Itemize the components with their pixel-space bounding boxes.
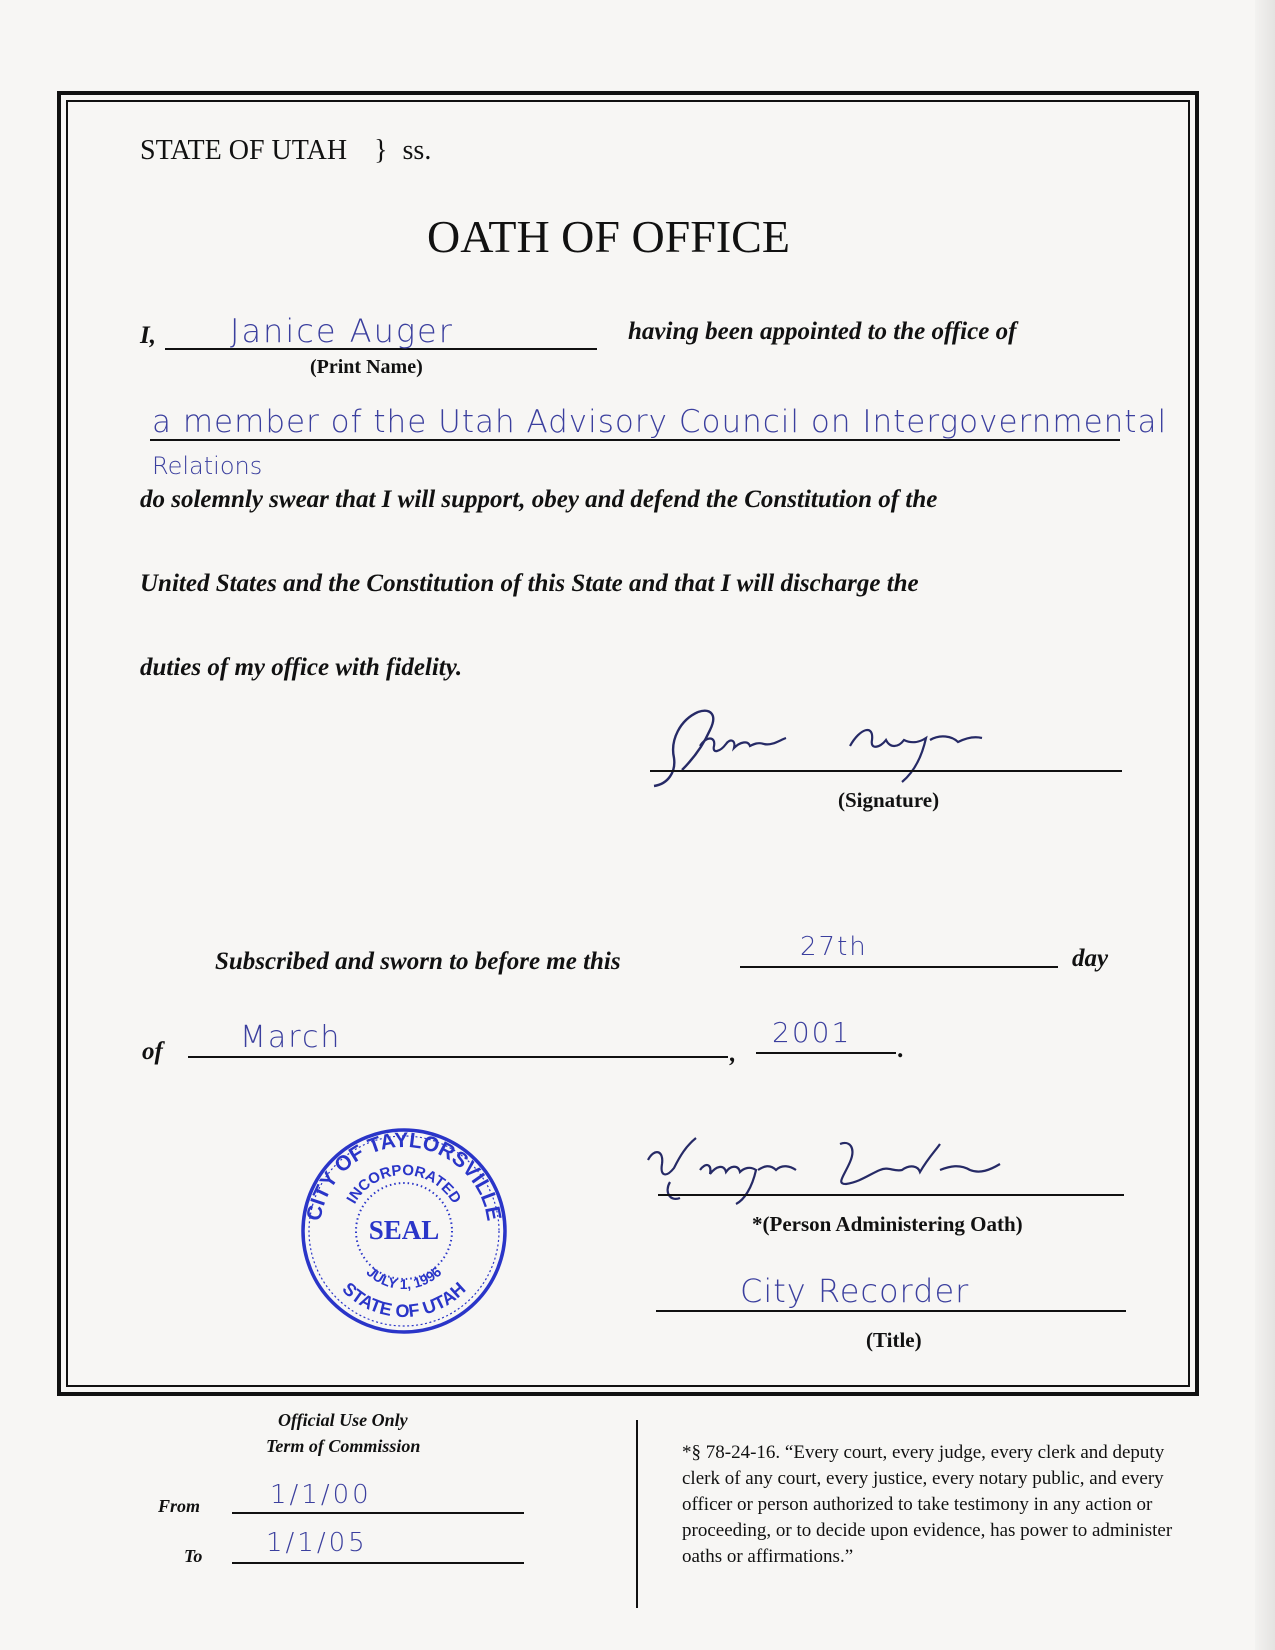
venue-ss: ss. xyxy=(402,135,432,166)
to-line xyxy=(232,1562,524,1564)
to-value: 1/1/05 xyxy=(266,1528,368,1558)
venue-state: STATE OF UTAH xyxy=(140,135,348,166)
oath-text-line-2: United States and the Constitution of this State and that I will discharge the xyxy=(140,570,919,597)
signature-janice-auger xyxy=(640,700,1020,800)
term-heading: Term of Commission xyxy=(266,1436,421,1456)
svg-text:CITY OF TAYLORSVILLE: CITY OF TAYLORSVILLE xyxy=(302,1128,506,1223)
administrator-caption: *(Person Administering Oath) xyxy=(752,1212,1023,1236)
print-name-value: Janice Auger xyxy=(230,312,454,350)
page-edge xyxy=(1255,0,1275,1650)
day-line xyxy=(740,966,1058,968)
oath-text-line-1: do solemnly swear that I will support, obey and defend the Constitution of the xyxy=(140,486,938,513)
period: . xyxy=(898,1036,905,1063)
pronoun: I, xyxy=(140,322,156,349)
signature-administrator xyxy=(640,1130,1030,1220)
office-value: a member of the Utah Advisory Council on Intergovernmental xyxy=(152,404,1168,440)
svg-text:STATE OF UTAH: STATE OF UTAH xyxy=(338,1278,470,1322)
document-title: OATH OF OFFICE xyxy=(427,211,790,262)
print-name-caption: (Print Name) xyxy=(310,356,423,378)
from-value: 1/1/00 xyxy=(270,1480,372,1510)
administrator-line xyxy=(658,1194,1124,1196)
signature-line xyxy=(650,770,1122,772)
day-word: day xyxy=(1072,945,1109,972)
venue-bracket: } xyxy=(374,135,388,166)
statute-note: *§ 78-24-16. “Every court, every judge, every clerk and deputy clerk of any court, every justice, every notary public, and every officer or person authorized to take testimony in any action or proceeding, or to decide upon evidence, has power to administer oaths or affirmations.” xyxy=(682,1442,1173,1567)
official-use-heading: Official Use Only xyxy=(278,1410,408,1430)
from-label: From xyxy=(158,1496,201,1516)
month-value: March xyxy=(240,1020,342,1055)
to-label: To xyxy=(184,1546,203,1566)
title-caption: (Title) xyxy=(866,1328,922,1352)
svg-text:JULY 1, 1996: JULY 1, 1996 xyxy=(363,1263,445,1293)
year-line xyxy=(756,1052,896,1054)
oath-text-line-3: duties of my office with fidelity. xyxy=(140,654,463,681)
year-value: 2001 xyxy=(772,1016,852,1049)
comma: , xyxy=(730,1040,737,1067)
official-use-divider xyxy=(636,1420,638,1608)
office-value-continued: Relations xyxy=(152,452,263,480)
subscribed-text: Subscribed and sworn to before me this xyxy=(215,948,621,975)
title-value: City Recorder xyxy=(740,1272,970,1310)
svg-text:SEAL: SEAL xyxy=(368,1215,440,1245)
from-line xyxy=(232,1512,524,1514)
appointed-text: having been appointed to the office of xyxy=(628,318,1017,345)
title-line xyxy=(656,1310,1126,1312)
day-value: 27th xyxy=(800,932,868,962)
signature-caption: (Signature) xyxy=(838,788,940,812)
month-line xyxy=(188,1056,728,1058)
venue xyxy=(140,135,431,167)
city-seal xyxy=(298,1125,510,1337)
svg-text:INCORPORATED: INCORPORATED xyxy=(343,1161,465,1207)
of-word: of xyxy=(142,1038,163,1065)
